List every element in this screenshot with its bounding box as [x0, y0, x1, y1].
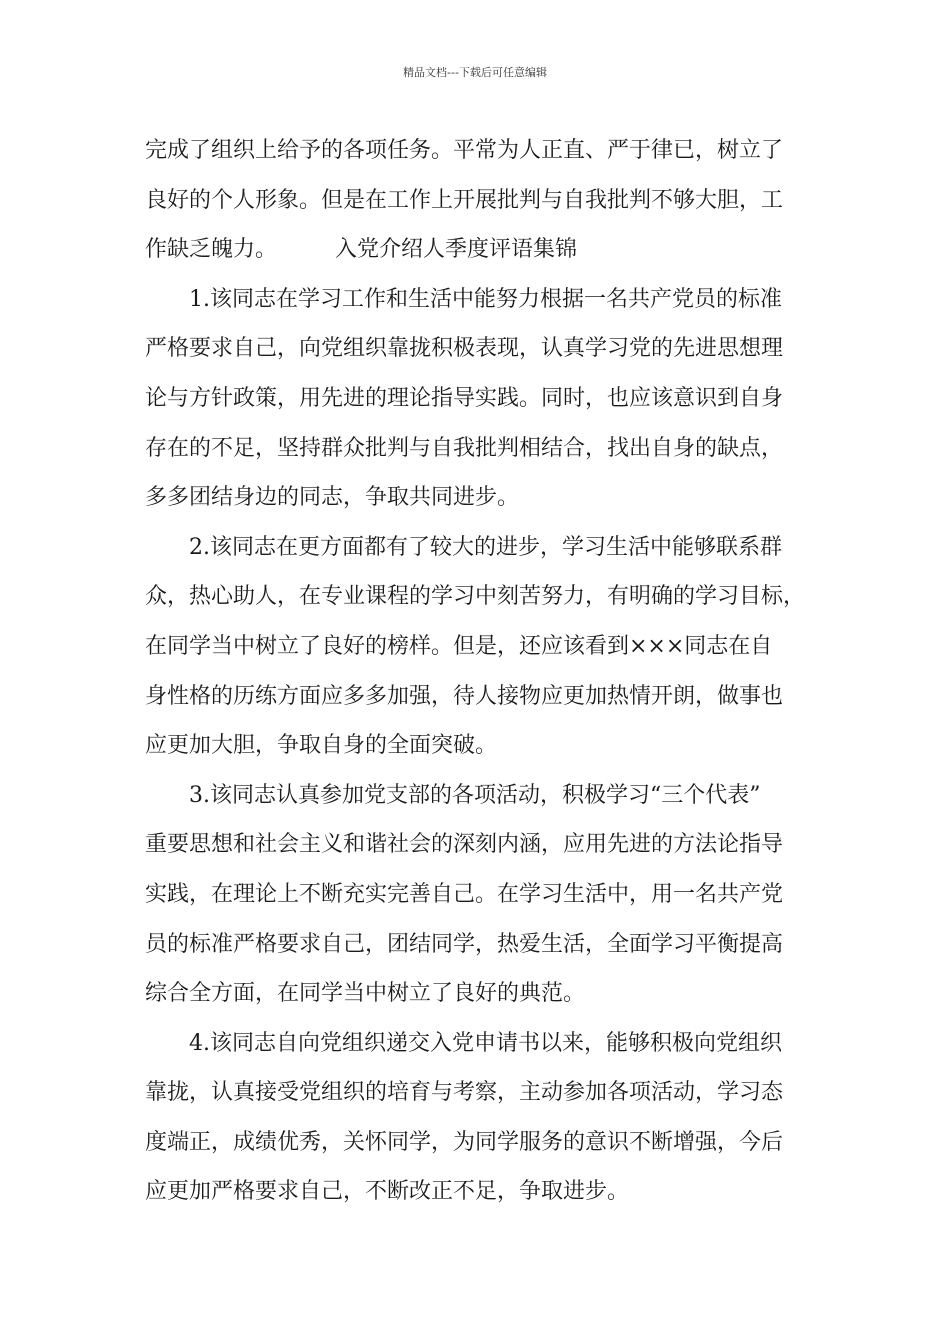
line-text: 重要思想和社会主义和谐社会的深刻内涵，应用先进的方法论指导	[145, 832, 784, 858]
text-line	[145, 1068, 807, 1118]
line-text: 严格要求自己，向党组织靠拢积极表现，认真学习党的先进思想理	[145, 336, 784, 362]
line-text: 度端正，成绩优秀，关怀同学，为同学服务的意识不断增强，今后	[145, 1129, 784, 1155]
text-line	[145, 1167, 807, 1217]
line-text: 4.该同志自向党组织递交入党申请书以来，能够积极向党组织	[189, 1030, 782, 1056]
paragraph-start-line	[145, 275, 807, 325]
line-text: 在同学当中树立了良好的榜样。但是，还应该看到×××同志在自	[145, 633, 773, 659]
paragraph-start-line	[145, 1019, 807, 1069]
line-text: 1.该同志在学习工作和生活中能努力根据一名共产党员的标准	[189, 286, 782, 312]
paragraph-start-line	[145, 523, 807, 573]
line-text: 应更加大胆，争取自身的全面突破。	[145, 733, 498, 759]
line-text: 众，热心助人，在专业课程的学习中刻苦努力，有明确的学习目标，	[145, 584, 806, 610]
line-text: 良好的个人形象。但是在工作上开展批判与自我批判不够大胆，工	[145, 187, 784, 213]
text-line	[145, 920, 807, 970]
text-line	[145, 324, 807, 374]
page-header: 精品文档---下载后可任意编辑	[403, 66, 547, 79]
text-line	[145, 672, 807, 722]
text-line	[145, 424, 807, 474]
line-text: 实践，在理论上不断充实完善自己。在学习生活中，用一名共产党	[145, 881, 784, 907]
text-line	[145, 820, 807, 870]
line-text: 综合全方面，在同学当中树立了良好的典范。	[145, 981, 586, 1007]
line-text: 员的标准严格要求自己，团结同学，热爱生活，全面学习平衡提高	[145, 931, 784, 957]
text-line	[145, 225, 807, 275]
text-line	[145, 721, 807, 771]
line-text: 论与方针政策，用先进的理论指导实践。同时，也应该意识到自身	[145, 385, 784, 411]
document-body	[145, 126, 807, 1217]
text-line	[145, 1118, 807, 1168]
text-line	[145, 176, 807, 226]
text-line	[145, 473, 807, 523]
line-text: 2.该同志在更方面都有了较大的进步，学习生活中能够联系群	[189, 534, 782, 560]
line-text: 多多团结身边的同志，争取共同进步。	[145, 485, 520, 511]
text-line	[145, 126, 807, 176]
text-line	[145, 969, 807, 1019]
paragraph-start-line	[145, 771, 807, 821]
line-text: 3.该同志认真参加党支部的各项活动，积极学习“三个代表”	[189, 782, 761, 808]
text-line	[145, 622, 807, 672]
section-title: 入党介绍人季度评语集锦	[335, 237, 578, 263]
line-text: 完成了组织上给予的各项任务。平常为人正直、严于律已，树立了	[145, 138, 784, 163]
line-text: 身性格的历练方面应多多加强，待人接物应更加热情开朗，做事也	[145, 683, 784, 709]
text-line	[145, 870, 807, 920]
line-text: 存在的不足，坚持群众批判与自我批判相结合，找出自身的缺点，	[145, 435, 784, 461]
line-text: 应更加严格要求自己，不断改正不足，争取进步。	[145, 1179, 630, 1205]
line-text: 靠拢，认真接受党组织的培育与考察，主动参加各项活动，学习态	[145, 1080, 784, 1106]
text-line	[145, 374, 807, 424]
text-line	[145, 572, 807, 622]
line-text: 作缺乏魄力。	[145, 237, 278, 263]
